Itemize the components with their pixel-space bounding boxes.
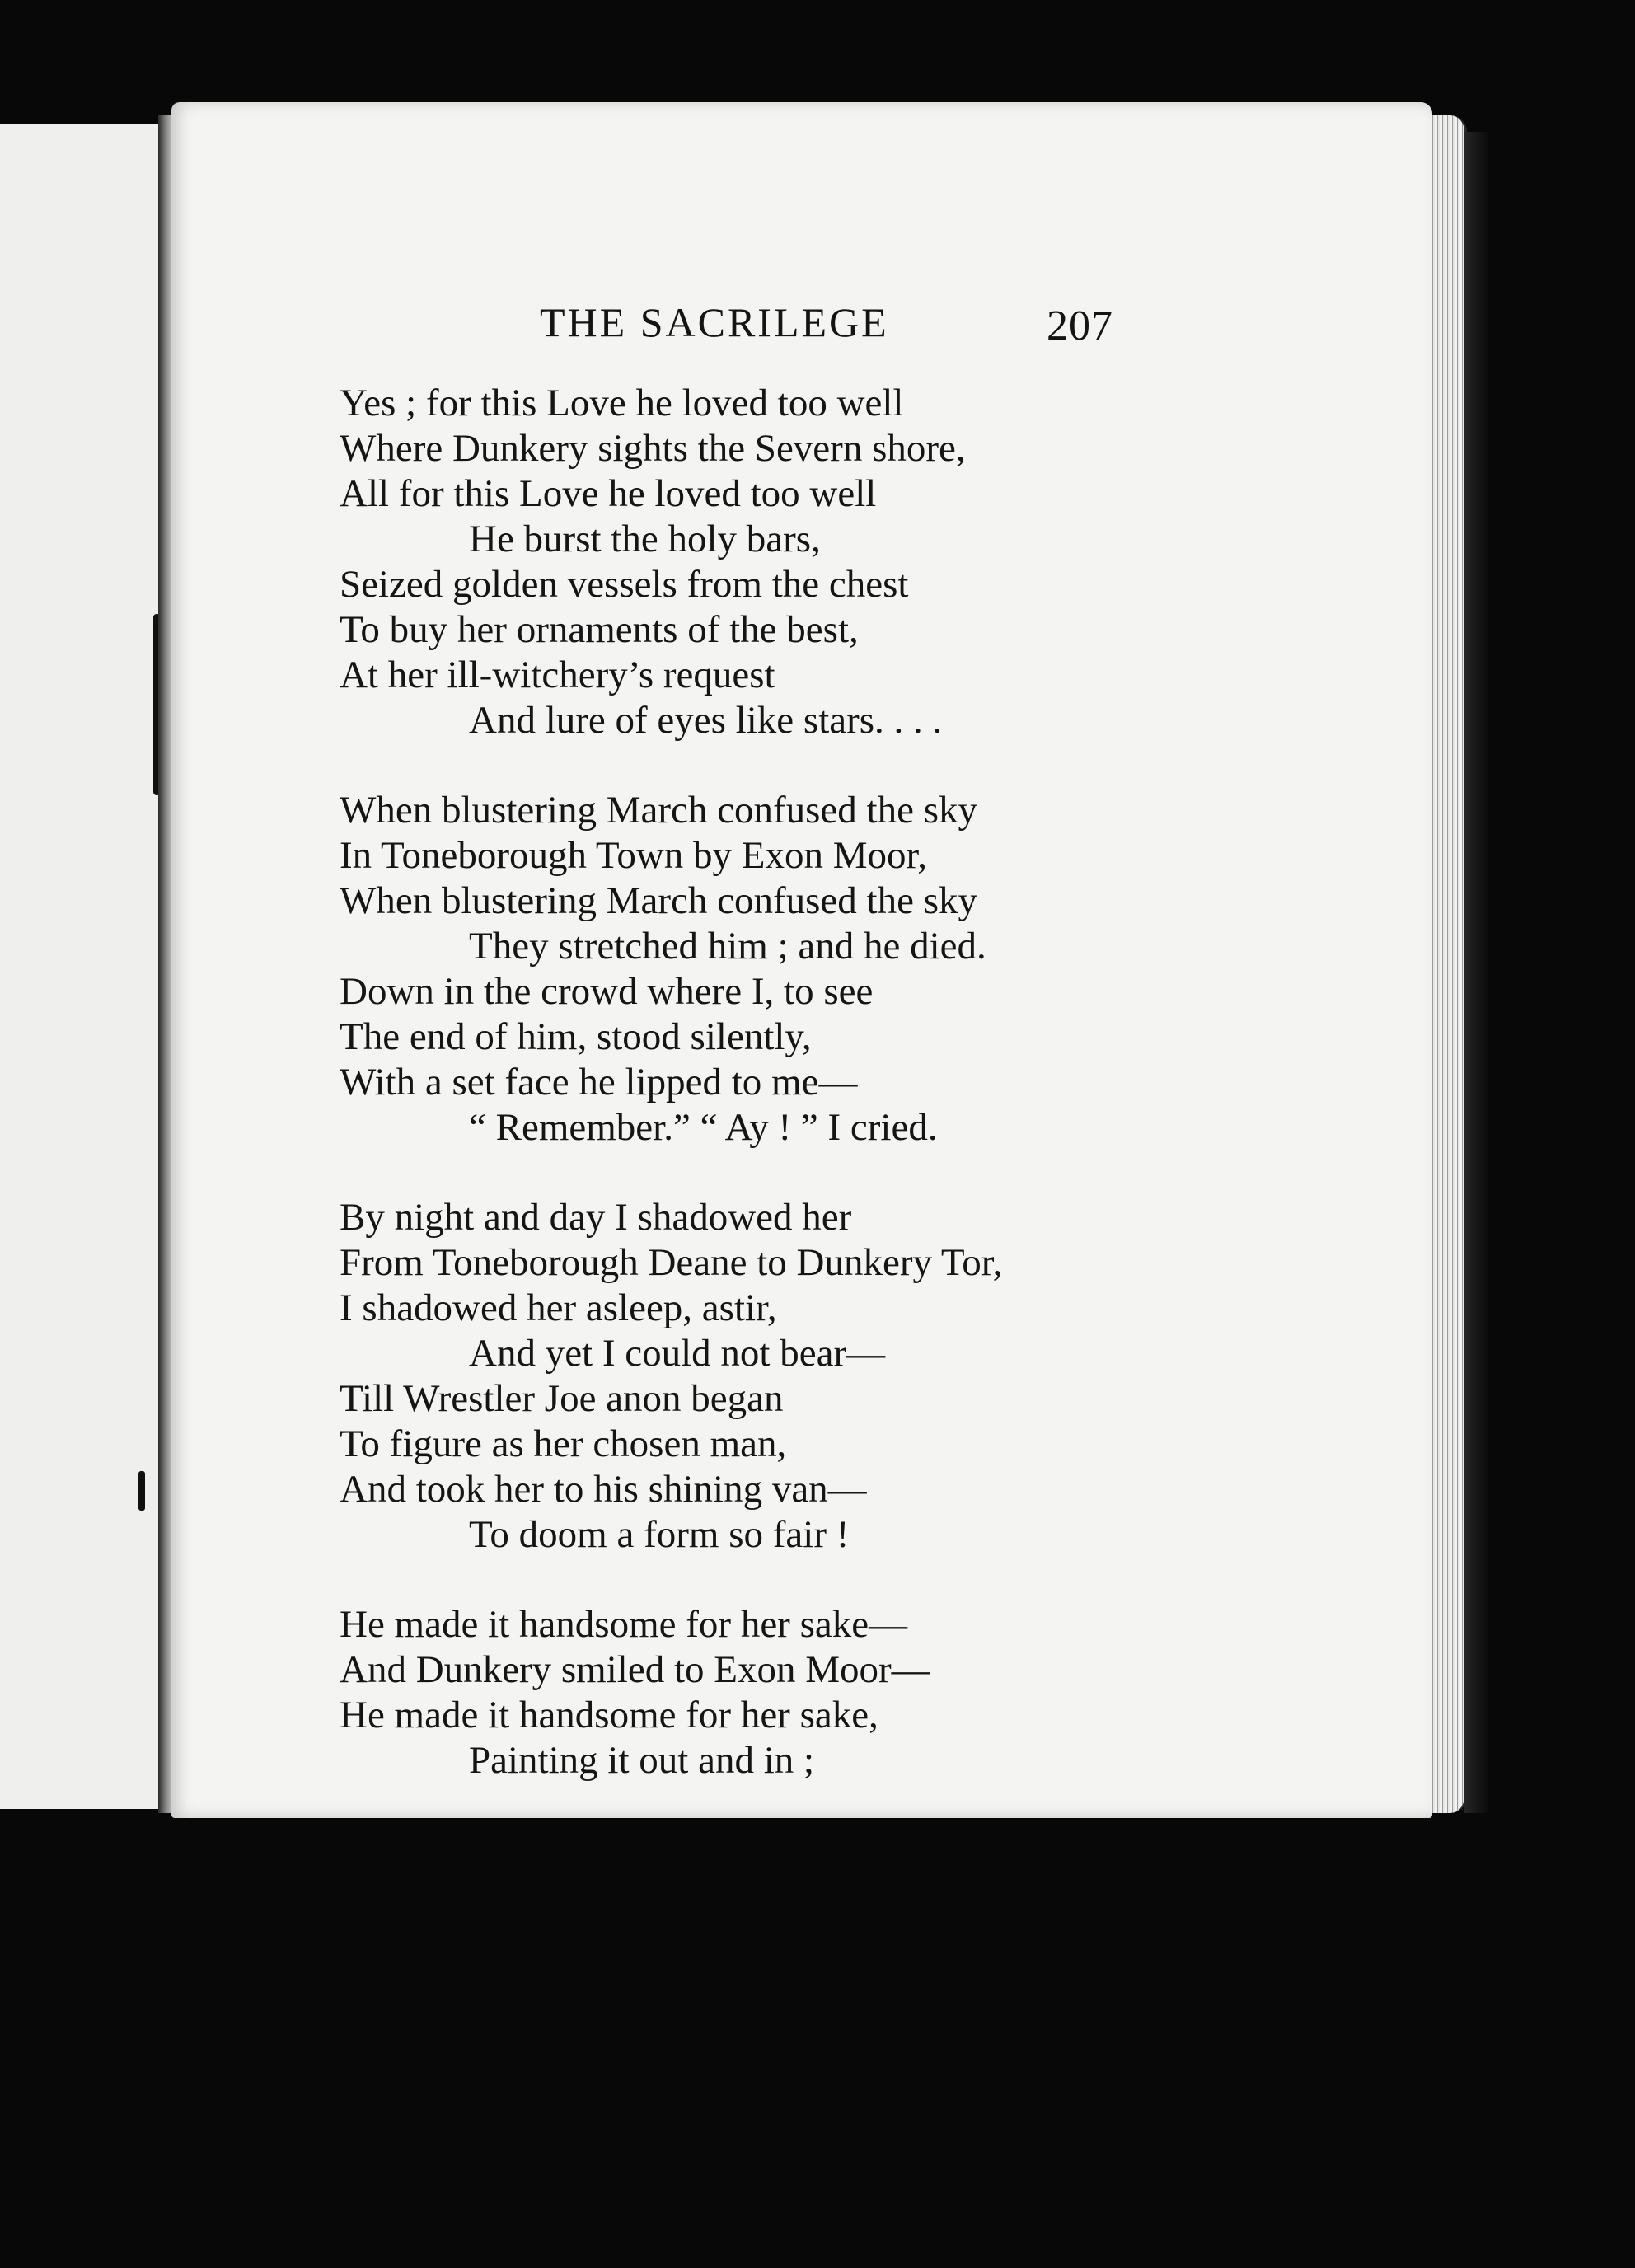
page-number: 207 (1047, 302, 1113, 349)
poem-line: He made it handsome for her sake, (340, 1694, 878, 1736)
page-edge-stack (1430, 115, 1467, 1813)
stanza (340, 1195, 1411, 1558)
poem-line: Down in the crowd where I, to see (340, 970, 874, 1013)
stanza (340, 788, 1411, 1150)
poem-line: And lure of eyes like stars. . . . (469, 699, 943, 742)
poem-body (340, 381, 1411, 1828)
poem-line: Seized golden vessels from the chest (340, 563, 909, 606)
stanza (340, 381, 1411, 743)
poem-line: When blustering March confused the sky (340, 879, 977, 922)
poem-line: And Dunkery smiled to Exon Moor— (340, 1648, 930, 1691)
poem-line: When blustering March confused the sky (340, 789, 977, 832)
poem-line: From Toneborough Deane to Dunkery Tor, (340, 1241, 1003, 1284)
poem-line: Painting it out and in ; (469, 1739, 815, 1782)
poem-line: To buy her ornaments of the best, (340, 608, 859, 651)
poem-line: All for this Love he loved too well (340, 472, 877, 515)
poem-line: Till Wrestler Joe anon began (340, 1377, 784, 1420)
poem-line: And yet I could not bear— (469, 1332, 886, 1375)
binding-shadow (1464, 132, 1488, 1813)
stanza (340, 1602, 1411, 1783)
poem-line: He burst the holy bars, (469, 518, 821, 560)
poem-line: Yes ; for this Love he loved too well (340, 382, 904, 424)
facing-page-ink-mark (138, 1471, 145, 1511)
poem-line: And took her to his shining van— (340, 1468, 867, 1511)
poem-line: At her ill-witchery’s request (340, 654, 775, 696)
facing-page-edge (0, 124, 161, 1809)
poem-line: The end of him, stood silently, (340, 1015, 812, 1058)
poem-line: By night and day I shadowed her (340, 1196, 852, 1239)
poem-line: With a set face he lipped to me— (340, 1061, 858, 1104)
poem-line: “ Remember.” “ Ay ! ” I cried. (469, 1106, 938, 1149)
poem-line: In Toneborough Town by Exon Moor, (340, 834, 928, 877)
poem-line: He made it handsome for her sake— (340, 1603, 908, 1646)
poem-line: To figure as her chosen man, (340, 1422, 787, 1465)
poem-line: Where Dunkery sights the Severn shore, (340, 427, 966, 470)
poem-line: They stretched him ; and he died. (469, 925, 986, 968)
running-title: THE SACRILEGE (540, 299, 889, 345)
poem-line: To doom a form so fair ! (469, 1513, 850, 1556)
poem-line: I shadowed her asleep, astir, (340, 1286, 777, 1329)
